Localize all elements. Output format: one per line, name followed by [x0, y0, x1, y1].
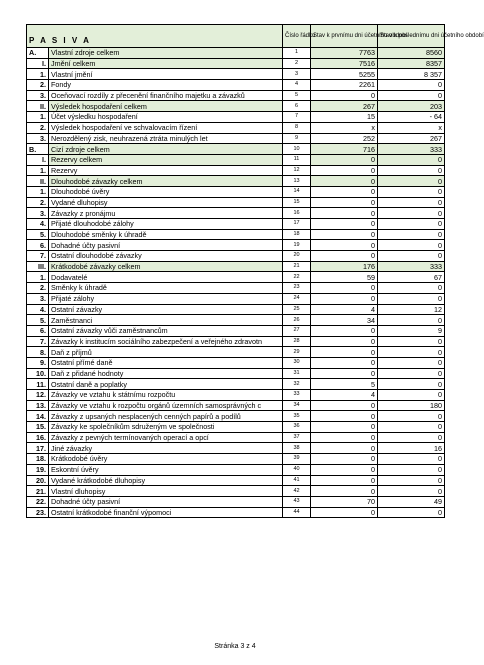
- row-name: Oceňovací rozdíly z přecenění finančního majetku a závazků: [49, 90, 283, 101]
- row-name: Závazky k institucím sociálního zabezpečení a veřejného zdravotn: [49, 336, 283, 347]
- row-label: 2.: [27, 197, 49, 208]
- table-row: [27, 176, 445, 187]
- row-name: Vydané dluhopisy: [49, 197, 283, 208]
- row-name: Krátkodobé úvěry: [49, 454, 283, 465]
- value-last-day: 49: [378, 496, 445, 507]
- row-name: Vlastní jmění: [49, 69, 283, 80]
- row-name: Ostatní závazky vůči zaměstnancům: [49, 325, 283, 336]
- row-name: Zaměstnanci: [49, 315, 283, 326]
- row-label: 1.: [27, 69, 49, 80]
- value-last-day: 0: [378, 475, 445, 486]
- row-label: 6.: [27, 240, 49, 251]
- value-last-day: 0: [378, 464, 445, 475]
- value-first-day: x: [311, 122, 378, 133]
- value-first-day: 0: [311, 154, 378, 165]
- row-name: Fondy: [49, 80, 283, 91]
- row-label: 16.: [27, 432, 49, 443]
- row-number: 44: [283, 507, 311, 518]
- value-first-day: 0: [311, 475, 378, 486]
- table-row: [27, 219, 445, 230]
- row-name: Vlastní zdroje celkem: [49, 48, 283, 59]
- row-name: Směnky k úhradě: [49, 283, 283, 294]
- row-name: Ostatní krátkodobé finanční výpomoci: [49, 507, 283, 518]
- value-last-day: 0: [378, 390, 445, 401]
- row-number: 30: [283, 357, 311, 368]
- value-first-day: 0: [311, 357, 378, 368]
- row-name: Daň z přidané hodnoty: [49, 368, 283, 379]
- table-row: [27, 347, 445, 358]
- row-number: 9: [283, 133, 311, 144]
- value-last-day: 12: [378, 304, 445, 315]
- row-name: Vydané krátkodobé dluhopisy: [49, 475, 283, 486]
- value-last-day: 9: [378, 325, 445, 336]
- liabilities-table: [26, 24, 484, 518]
- value-last-day: 267: [378, 133, 445, 144]
- value-last-day: 0: [378, 368, 445, 379]
- value-last-day: 0: [378, 486, 445, 497]
- table-row: [27, 475, 445, 486]
- value-last-day: 0: [378, 208, 445, 219]
- row-number: 8: [283, 122, 311, 133]
- value-last-day: 8 357: [378, 69, 445, 80]
- table-row: [27, 422, 445, 433]
- value-last-day: 0: [378, 219, 445, 230]
- row-name: Rezervy celkem: [49, 154, 283, 165]
- row-number: 41: [283, 475, 311, 486]
- header-row-number: Číslo řádku: [283, 25, 311, 48]
- value-first-day: 0: [311, 411, 378, 422]
- row-number: 17: [283, 219, 311, 230]
- value-first-day: 5: [311, 379, 378, 390]
- value-first-day: 176: [311, 261, 378, 272]
- value-first-day: 0: [311, 165, 378, 176]
- row-name: Jiné závazky: [49, 443, 283, 454]
- row-label: II.: [27, 101, 49, 112]
- value-last-day: 0: [378, 357, 445, 368]
- value-last-day: 0: [378, 422, 445, 433]
- value-first-day: 0: [311, 229, 378, 240]
- row-label: 11.: [27, 379, 49, 390]
- row-label: 18.: [27, 454, 49, 465]
- table-row: [27, 48, 445, 59]
- table-row: [27, 443, 445, 454]
- value-last-day: 0: [378, 379, 445, 390]
- value-last-day: 0: [378, 229, 445, 240]
- row-label: II.: [27, 176, 49, 187]
- section-title: P A S I V A: [27, 25, 283, 48]
- row-name: Výsledek hospodaření ve schvalovacím řízení: [49, 122, 283, 133]
- header-last-day: Stav k poslednímu dni účetního období: [378, 25, 445, 48]
- row-label: 22.: [27, 496, 49, 507]
- row-label: 1.: [27, 186, 49, 197]
- value-last-day: 67: [378, 272, 445, 283]
- value-last-day: x: [378, 122, 445, 133]
- value-first-day: 0: [311, 486, 378, 497]
- row-label: 10.: [27, 368, 49, 379]
- row-name: Závazky ve vztahu k státnímu rozpočtu: [49, 390, 283, 401]
- value-last-day: 333: [378, 144, 445, 155]
- value-last-day: 0: [378, 251, 445, 262]
- row-name: Přijaté dlouhodobé zálohy: [49, 219, 283, 230]
- row-label: 12.: [27, 390, 49, 401]
- row-label: B.: [27, 144, 49, 155]
- value-first-day: 0: [311, 90, 378, 101]
- table-row: [27, 432, 445, 443]
- row-name: Dodavatelé: [49, 272, 283, 283]
- row-label: 3.: [27, 293, 49, 304]
- row-number: 15: [283, 197, 311, 208]
- table-row: [27, 229, 445, 240]
- row-label: 19.: [27, 464, 49, 475]
- row-number: 13: [283, 176, 311, 187]
- row-label: 2.: [27, 122, 49, 133]
- row-number: 4: [283, 80, 311, 91]
- row-number: 31: [283, 368, 311, 379]
- row-name: Cizí zdroje celkem: [49, 144, 283, 155]
- value-last-day: 0: [378, 315, 445, 326]
- row-name: Účet výsledku hospodaření: [49, 112, 283, 123]
- row-name: Závazky ve vztahu k rozpočtu orgánů územních samosprávných c: [49, 400, 283, 411]
- row-label: 1.: [27, 112, 49, 123]
- table-row: [27, 251, 445, 262]
- value-first-day: 7763: [311, 48, 378, 59]
- value-first-day: 7516: [311, 58, 378, 69]
- value-last-day: 0: [378, 240, 445, 251]
- row-name: Jmění celkem: [49, 58, 283, 69]
- value-first-day: 5255: [311, 69, 378, 80]
- table-row: [27, 197, 445, 208]
- row-name: Závazky z upsaných nesplacených cenných papírů a podílů: [49, 411, 283, 422]
- value-first-day: 0: [311, 432, 378, 443]
- row-number: 2: [283, 58, 311, 69]
- value-first-day: 0: [311, 400, 378, 411]
- row-number: 35: [283, 411, 311, 422]
- table-row: [27, 165, 445, 176]
- value-last-day: 0: [378, 454, 445, 465]
- row-label: 8.: [27, 347, 49, 358]
- table-row: [27, 154, 445, 165]
- row-number: 18: [283, 229, 311, 240]
- row-name: Ostatní dlouhodobé závazky: [49, 251, 283, 262]
- value-last-day: 8357: [378, 58, 445, 69]
- value-first-day: 0: [311, 464, 378, 475]
- row-label: 17.: [27, 443, 49, 454]
- table-row: [27, 90, 445, 101]
- table-row: [27, 400, 445, 411]
- value-first-day: 0: [311, 336, 378, 347]
- row-name: Ostatní závazky: [49, 304, 283, 315]
- row-number: 25: [283, 304, 311, 315]
- table-row: [27, 283, 445, 294]
- value-first-day: 716: [311, 144, 378, 155]
- value-last-day: 0: [378, 507, 445, 518]
- row-number: 43: [283, 496, 311, 507]
- value-first-day: 0: [311, 219, 378, 230]
- row-number: 40: [283, 464, 311, 475]
- table-row: [27, 208, 445, 219]
- table-header-row: [27, 25, 445, 48]
- row-number: 34: [283, 400, 311, 411]
- value-first-day: 4: [311, 390, 378, 401]
- table-row: [27, 69, 445, 80]
- row-name: Dlouhodobé směnky k úhradě: [49, 229, 283, 240]
- row-number: 3: [283, 69, 311, 80]
- value-first-day: 0: [311, 293, 378, 304]
- value-first-day: 0: [311, 208, 378, 219]
- value-last-day: 0: [378, 186, 445, 197]
- value-last-day: 0: [378, 347, 445, 358]
- row-name: Přijaté zálohy: [49, 293, 283, 304]
- row-label: 5.: [27, 229, 49, 240]
- value-last-day: 0: [378, 154, 445, 165]
- table-row: [27, 379, 445, 390]
- value-last-day: 8560: [378, 48, 445, 59]
- value-first-day: 0: [311, 454, 378, 465]
- value-first-day: 252: [311, 133, 378, 144]
- row-number: 36: [283, 422, 311, 433]
- row-number: 37: [283, 432, 311, 443]
- row-label: 3.: [27, 133, 49, 144]
- row-number: 12: [283, 165, 311, 176]
- row-label: 13.: [27, 400, 49, 411]
- row-name: Eskontní úvěry: [49, 464, 283, 475]
- row-label: 3.: [27, 90, 49, 101]
- row-label: 23.: [27, 507, 49, 518]
- table-row: [27, 464, 445, 475]
- row-number: 32: [283, 379, 311, 390]
- table-row: [27, 357, 445, 368]
- table-row: [27, 272, 445, 283]
- value-last-day: - 64: [378, 112, 445, 123]
- table-row: [27, 133, 445, 144]
- row-label: 4.: [27, 304, 49, 315]
- table-row: [27, 496, 445, 507]
- row-name: Dlouhodobé závazky celkem: [49, 176, 283, 187]
- value-last-day: 0: [378, 176, 445, 187]
- row-number: 7: [283, 112, 311, 123]
- value-last-day: 0: [378, 283, 445, 294]
- header-first-day: Stav k prvnímu dni účetního období: [311, 25, 378, 48]
- table-row: [27, 390, 445, 401]
- row-number: 20: [283, 251, 311, 262]
- row-name: Závazky z pronájmu: [49, 208, 283, 219]
- row-label: I.: [27, 58, 49, 69]
- row-label: I.: [27, 154, 49, 165]
- row-number: 27: [283, 325, 311, 336]
- table-row: [27, 411, 445, 422]
- row-number: 19: [283, 240, 311, 251]
- value-last-day: 0: [378, 165, 445, 176]
- value-first-day: 0: [311, 368, 378, 379]
- row-label: 2.: [27, 283, 49, 294]
- row-name: Dlouhodobé úvěry: [49, 186, 283, 197]
- value-last-day: 0: [378, 80, 445, 91]
- row-number: 22: [283, 272, 311, 283]
- value-first-day: 34: [311, 315, 378, 326]
- table-row: [27, 261, 445, 272]
- row-label: 7.: [27, 251, 49, 262]
- row-name: Krátkodobé závazky celkem: [49, 261, 283, 272]
- row-number: 33: [283, 390, 311, 401]
- row-label: 20.: [27, 475, 49, 486]
- row-number: 23: [283, 283, 311, 294]
- table-row: [27, 122, 445, 133]
- table-row: [27, 454, 445, 465]
- row-number: 16: [283, 208, 311, 219]
- table-row: [27, 368, 445, 379]
- value-first-day: 0: [311, 422, 378, 433]
- value-last-day: 0: [378, 411, 445, 422]
- table-row: [27, 186, 445, 197]
- value-first-day: 0: [311, 176, 378, 187]
- row-name: Vlastní dluhopisy: [49, 486, 283, 497]
- row-label: 21.: [27, 486, 49, 497]
- table-row: [27, 315, 445, 326]
- value-first-day: 0: [311, 507, 378, 518]
- row-label: 2.: [27, 80, 49, 91]
- value-first-day: 0: [311, 283, 378, 294]
- row-label: 7.: [27, 336, 49, 347]
- row-label: 5.: [27, 315, 49, 326]
- row-number: 38: [283, 443, 311, 454]
- row-number: 42: [283, 486, 311, 497]
- row-label: 4.: [27, 219, 49, 230]
- value-first-day: 0: [311, 251, 378, 262]
- value-first-day: 2261: [311, 80, 378, 91]
- row-label: 15.: [27, 422, 49, 433]
- row-label: 1.: [27, 165, 49, 176]
- row-name: Nerozdělený zisk, neuhrazená ztráta minulých let: [49, 133, 283, 144]
- table-row: [27, 80, 445, 91]
- page-footer: Stránka 3 z 4: [214, 643, 256, 650]
- row-number: 1: [283, 48, 311, 59]
- table-row: [27, 507, 445, 518]
- value-first-day: 0: [311, 197, 378, 208]
- table-row: [27, 144, 445, 155]
- row-name: Ostatní přímé daně: [49, 357, 283, 368]
- row-number: 21: [283, 261, 311, 272]
- value-first-day: 59: [311, 272, 378, 283]
- row-name: Závazky z pevných termínovaných operací a opcí: [49, 432, 283, 443]
- value-last-day: 180: [378, 400, 445, 411]
- row-label: 1.: [27, 272, 49, 283]
- value-first-day: 267: [311, 101, 378, 112]
- table-row: [27, 304, 445, 315]
- table-row: [27, 293, 445, 304]
- row-label: 14.: [27, 411, 49, 422]
- row-label: III.: [27, 261, 49, 272]
- row-name: Daň z příjmů: [49, 347, 283, 358]
- row-number: 11: [283, 154, 311, 165]
- table-row: [27, 336, 445, 347]
- balance-sheet-liabilities: [26, 24, 484, 518]
- table-row: [27, 486, 445, 497]
- row-name: Rezervy: [49, 165, 283, 176]
- row-name: Závazky ke společníkům sdruženým ve společnosti: [49, 422, 283, 433]
- row-name: Ostatní daně a poplatky: [49, 379, 283, 390]
- value-first-day: 0: [311, 325, 378, 336]
- row-label: 3.: [27, 208, 49, 219]
- row-number: 28: [283, 336, 311, 347]
- value-last-day: 0: [378, 90, 445, 101]
- value-last-day: 16: [378, 443, 445, 454]
- row-number: 39: [283, 454, 311, 465]
- value-first-day: 0: [311, 443, 378, 454]
- value-first-day: 70: [311, 496, 378, 507]
- row-number: 24: [283, 293, 311, 304]
- value-first-day: 4: [311, 304, 378, 315]
- row-number: 29: [283, 347, 311, 358]
- row-label: 9.: [27, 357, 49, 368]
- value-last-day: 333: [378, 261, 445, 272]
- value-last-day: 0: [378, 432, 445, 443]
- row-number: 26: [283, 315, 311, 326]
- value-first-day: 0: [311, 240, 378, 251]
- value-first-day: 0: [311, 347, 378, 358]
- value-first-day: 0: [311, 186, 378, 197]
- value-last-day: 0: [378, 293, 445, 304]
- row-name: Dohadné účty pasivní: [49, 496, 283, 507]
- row-name: Výsledek hospodaření celkem: [49, 101, 283, 112]
- row-name: Dohadné účty pasivní: [49, 240, 283, 251]
- table-body: [27, 48, 445, 518]
- table-row: [27, 101, 445, 112]
- table-row: [27, 325, 445, 336]
- value-last-day: 203: [378, 101, 445, 112]
- table-row: [27, 112, 445, 123]
- row-number: 14: [283, 186, 311, 197]
- row-number: 10: [283, 144, 311, 155]
- row-number: 6: [283, 101, 311, 112]
- row-label: A.: [27, 48, 49, 59]
- value-last-day: 0: [378, 197, 445, 208]
- value-last-day: 0: [378, 336, 445, 347]
- table-row: [27, 240, 445, 251]
- value-first-day: 15: [311, 112, 378, 123]
- table-row: [27, 58, 445, 69]
- row-label: 6.: [27, 325, 49, 336]
- row-number: 5: [283, 90, 311, 101]
